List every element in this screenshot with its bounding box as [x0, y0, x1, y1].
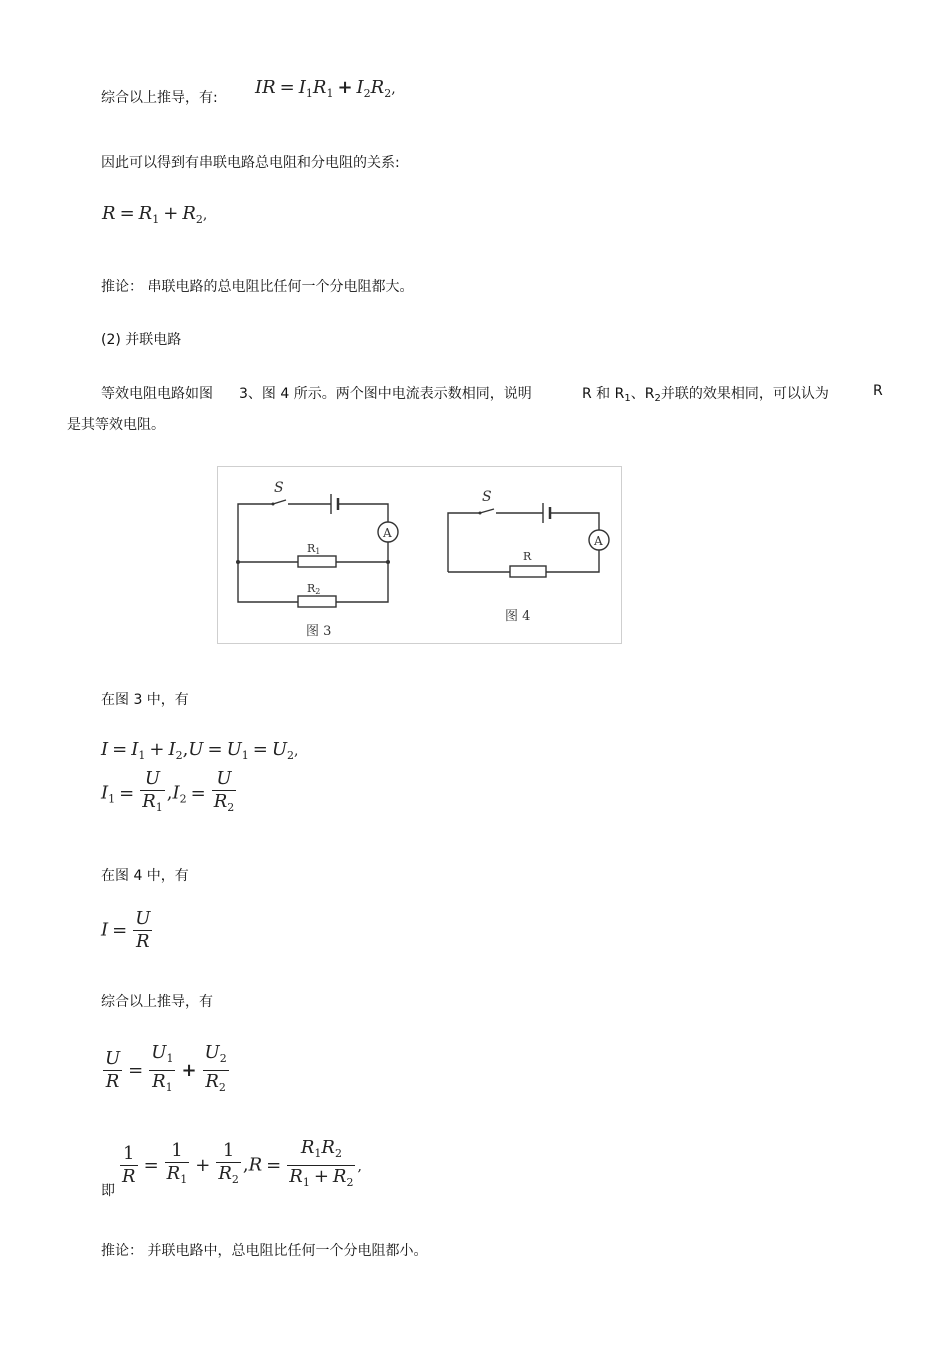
r1-label: R1	[307, 542, 321, 556]
circuit-figure	[217, 466, 622, 644]
paragraph-part-1: 等效电阻电路如图	[101, 386, 213, 402]
equation-series-resistance: $R = R_1 + R_2$,	[102, 203, 208, 226]
equation-branch-currents: $I_1$ = $\frac{U}{R_1}$ $,I_2$ = $\frac{U}{R_2}$	[101, 768, 235, 814]
section-title-parallel: (2) 并联电路	[101, 332, 182, 348]
paragraph-part-3: R 和 $R_1$、$R_2$并联的效果相同，可以认为	[582, 386, 829, 404]
paragraph-line-2: 是其等效电阻。	[67, 417, 165, 433]
paragraph-part-2: 3、图 4 所示。两个图中电流表示数相同，说明	[239, 386, 532, 402]
switch-label-fig4: S	[482, 489, 492, 505]
text-fig4-intro: 在图 4 中，有	[101, 868, 189, 884]
r-label: R	[523, 550, 532, 563]
equation-parallel-resistance: $\frac{1}{R}$ = $\frac{1}{R_1}$ + $\frac{1}{R_2}$ ,R = $\frac{R_1R_2}{R_1 + R_2}$ ,	[122, 1137, 362, 1189]
equation-ohm: I = $\frac{U}{R}$	[101, 908, 151, 952]
ammeter-label-fig3: A	[383, 526, 392, 540]
text-fig3-intro: 在图 3 中，有	[101, 692, 189, 708]
r2-label: R2	[307, 582, 321, 596]
equation-current-voltage: $I = I_1 + I_2,U = U_1 = U_2$,	[101, 739, 299, 762]
text-inference-parallel: 推论： 并联电路中，总电阻比任何一个分电阻都小。	[101, 1243, 428, 1259]
text-line-4: 综合以上推导，有	[101, 994, 213, 1010]
text-line-1: 综合以上推导，有:	[101, 90, 218, 106]
switch-label-fig3: S	[274, 480, 284, 496]
text-ji: 即	[101, 1183, 115, 1199]
caption-fig3: 图 3	[306, 624, 332, 639]
equation-voltage-ratio: $\frac{U}{R}$ = $\frac{U_1}{R_1}$ + $\frac{U_2}{R_2}$	[105, 1042, 227, 1094]
paragraph-part-4: R	[873, 383, 883, 399]
text-line-2: 因此可以得到有串联电路总电阻和分电阻的关系:	[101, 155, 400, 171]
ammeter-label-fig4: A	[594, 534, 603, 548]
circuit-diagram	[218, 467, 621, 643]
caption-fig4: 图 4	[505, 609, 531, 624]
equation-ir: IR = $I_1R_1 + I_2R_2$,	[255, 77, 396, 100]
text-inference-series: 推论： 串联电路的总电阻比任何一个分电阻都大。	[101, 279, 414, 295]
